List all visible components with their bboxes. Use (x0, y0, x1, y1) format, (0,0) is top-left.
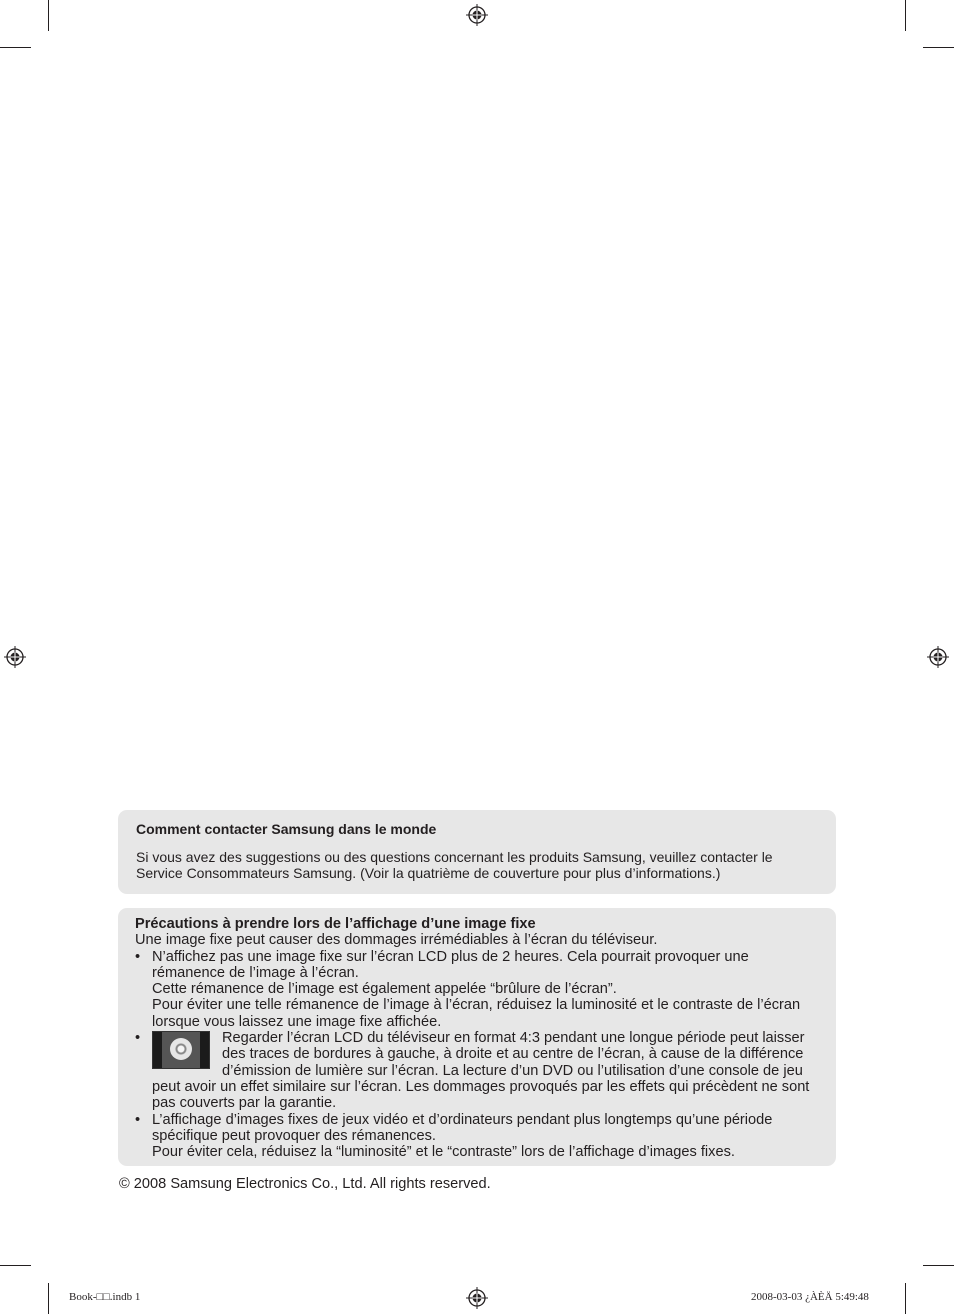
crop-mark (905, 1283, 906, 1314)
contact-body: Si vous avez des suggestions ou des questions concernant les produits Samsung, veuillez contacter le Service Consommateurs Samsung. (Voir la quatrième de couverture pour plus d’informations.) (136, 849, 773, 881)
bullet: • (135, 948, 141, 965)
registration-mark-icon (927, 646, 949, 668)
precaution-line: N’affichez pas une image fixe sur l’écran LCD plus de 2 heures. Cela pourrait provoquer une rémanence de l’image à l’écran. (152, 948, 749, 981)
crop-mark (48, 0, 49, 31)
precaution-line: Cette rémanence de l’image est également appelée “brûlure de l’écran”. (152, 981, 617, 998)
precaution-line: L’affichage d’images fixes de jeux vidéo et d’ordinateurs pendant plus longtemps qu’une période spécifique peut provoquer des rémanences. (152, 1111, 773, 1144)
crop-mark (0, 1265, 31, 1266)
bullet: • (135, 1030, 141, 1047)
print-slug-filename: Book-□□.indb 1 (69, 1291, 141, 1303)
crop-mark (923, 1265, 954, 1266)
contact-heading: Comment contacter Samsung dans le monde (136, 821, 437, 837)
precautions-list (135, 949, 819, 1161)
copyright-notice: © 2008 Samsung Electronics Co., Ltd. All rights reserved. (119, 1176, 491, 1192)
tv-4-3-image-icon (152, 1031, 210, 1069)
contact-info-box (118, 810, 836, 894)
print-slug-timestamp: 2008-03-03 ¿ÀÈÄ 5:49:48 (751, 1291, 869, 1303)
crop-mark (905, 0, 906, 31)
crop-mark (923, 47, 954, 48)
list-item (135, 949, 819, 1030)
registration-mark-icon (466, 1287, 488, 1309)
registration-mark-icon (4, 646, 26, 668)
still-image-precautions-box (118, 908, 836, 1166)
precautions-heading: Précautions à prendre lors de l’affichage d’une image fixe (135, 916, 536, 932)
precautions-intro: Une image fixe peut causer des dommages irrémédiables à l’écran du téléviseur. (135, 932, 658, 949)
list-item (135, 1030, 819, 1111)
crop-mark (48, 1283, 49, 1314)
list-item (135, 1112, 819, 1161)
registration-mark-icon (466, 4, 488, 26)
bullet: • (135, 1111, 141, 1128)
precaution-line: Pour éviter cela, réduisez la “luminosité” et le “contraste” lors de l’affichage d’images fixes. (152, 1144, 735, 1161)
crop-mark (0, 47, 31, 48)
precaution-text: Regarder l’écran LCD du téléviseur en format 4:3 pendant une longue période peut laisser des traces de bordures à gauche, à droite et au centre de l’écran, à cause de la différence d’émission de lumière sur l’écran. La lecture d’un DVD ou l’utilisation d’une console de jeu peut avoir un effet similaire sur l’écran. Les dommages provoqués par les effets qui précèdent ne sont pas couverts par la garantie. (152, 1030, 810, 1112)
precaution-line: Pour éviter une telle rémanence de l’image à l’écran, réduisez la luminosité et le contraste de l’écran lorsque vous laissez une image fixe affichée. (152, 997, 801, 1030)
